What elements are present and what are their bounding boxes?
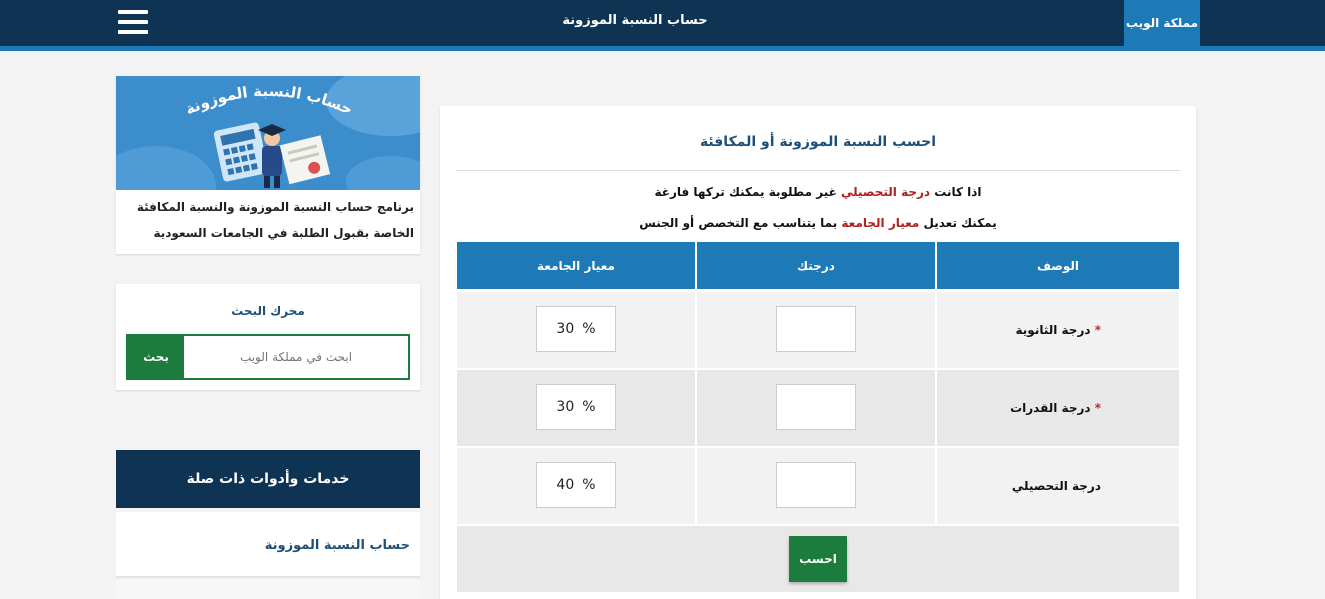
- grade-input-achievement[interactable]: [776, 462, 856, 508]
- related-tools-header: خدمات وأدوات ذات صلة: [116, 450, 420, 508]
- site-logo-link[interactable]: مملكة الويب: [1124, 0, 1200, 46]
- title-divider: [456, 170, 1180, 171]
- search-box: [126, 334, 410, 380]
- row-label-highschool: * درجة الثانوية: [1015, 323, 1101, 337]
- menu-icon[interactable]: [118, 10, 148, 34]
- criterion-input-highschool[interactable]: 30 %: [536, 306, 616, 352]
- grade-input-aptitude[interactable]: [776, 384, 856, 430]
- header-your-grade: درجتك: [697, 242, 935, 289]
- row-label-achievement: درجة التحصيلي: [1011, 479, 1101, 493]
- related-tool-link[interactable]: حساب النسبة الموزونة: [264, 538, 410, 553]
- search-card: [116, 284, 420, 390]
- table-row: [457, 370, 1179, 446]
- header-description: الوصف: [937, 242, 1179, 289]
- search-button[interactable]: بحث: [128, 336, 184, 378]
- calculate-row: [457, 526, 1179, 592]
- promo-description[interactable]: برنامج حساب النسبة الموزونة والنسبة المكافئة الخاصة بقبول الطلبة في الجامعات السعودية: [136, 200, 414, 240]
- table-row: [457, 448, 1179, 524]
- search-input[interactable]: [184, 336, 408, 378]
- row-label-aptitude: * درجة القدرات: [1010, 401, 1101, 415]
- promo-banner-image[interactable]: [116, 76, 420, 190]
- graduate-icon: [258, 124, 286, 188]
- grade-input-highschool[interactable]: [776, 306, 856, 352]
- note-edit-criteria: يمكنك تعديل معيار الجامعة بما يتناسب مع التخصص أو الجنس: [639, 216, 997, 230]
- table-row: [457, 292, 1179, 368]
- promo-banner-title: حساب النسبة الموزونة: [182, 81, 356, 119]
- header-university-criterion: معيار الجامعة: [457, 242, 695, 289]
- certificate-icon: [280, 135, 330, 184]
- calculate-button[interactable]: احسب: [789, 536, 847, 582]
- navbar-accent-strip: [0, 46, 1325, 51]
- search-title: محرك البحث: [231, 304, 305, 318]
- criterion-input-achievement[interactable]: 40 %: [536, 462, 616, 508]
- related-tool-item[interactable]: [116, 512, 420, 578]
- related-tool-item-next: [116, 580, 420, 599]
- criterion-input-aptitude[interactable]: 30 %: [536, 384, 616, 430]
- promo-card[interactable]: [116, 76, 420, 254]
- note-optional-achievement: اذا كانت درجة التحصيلي غير مطلوبة يمكنك تركها فارغة: [654, 185, 982, 199]
- calculator-title: احسب النسبة الموزونة أو المكافئة: [699, 134, 937, 150]
- page-title: حساب النسبة الموزونة: [562, 12, 708, 28]
- calculator-card: [440, 106, 1196, 599]
